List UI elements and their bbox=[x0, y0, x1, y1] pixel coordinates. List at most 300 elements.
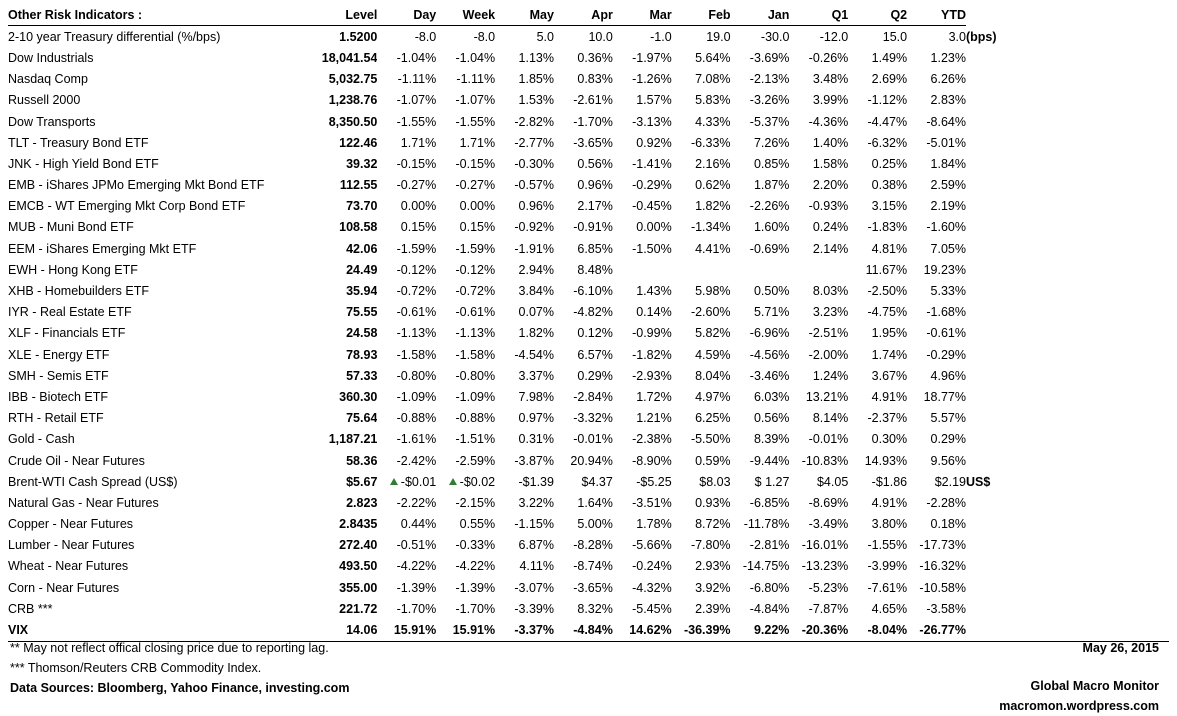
cell-mar: -1.50% bbox=[632, 241, 672, 256]
cell-unit bbox=[966, 408, 1027, 429]
cell-feb: 19.0 bbox=[706, 29, 731, 44]
cell-q1: $4.05 bbox=[816, 474, 849, 489]
cell-unit bbox=[966, 514, 1027, 535]
cell-day: -1.55% bbox=[396, 114, 437, 129]
cell-apr: -6.10% bbox=[573, 284, 613, 299]
cell-q1: 1.24% bbox=[812, 368, 849, 383]
cell-may: -2.77% bbox=[514, 135, 554, 150]
cell-mar: 14.62% bbox=[613, 619, 672, 641]
row-label: SMH - Semis ETF bbox=[8, 368, 109, 383]
table-row bbox=[8, 365, 1169, 386]
cell-ytd: 2.59% bbox=[930, 178, 966, 193]
row-spacer bbox=[1027, 577, 1169, 598]
cell-q1: 0.24% bbox=[812, 220, 849, 235]
row-label: Corn - Near Futures bbox=[8, 580, 120, 595]
row-label: MUB - Muni Bond ETF bbox=[8, 220, 134, 235]
cell-q1: -0.93% bbox=[808, 199, 849, 214]
cell-level: 2.823 bbox=[346, 495, 378, 510]
cell-week: -0.72% bbox=[455, 284, 496, 299]
cell-may: 3.37% bbox=[518, 368, 554, 383]
row-label: RTH - Retail ETF bbox=[8, 411, 104, 426]
cell-mar: 0.92% bbox=[636, 135, 672, 150]
row-spacer bbox=[1027, 302, 1169, 323]
cell-ytd: -2.28% bbox=[926, 495, 966, 510]
row-label: IBB - Biotech ETF bbox=[8, 389, 109, 404]
table-row bbox=[8, 556, 1169, 577]
row-label: Copper - Near Futures bbox=[8, 517, 134, 532]
cell-q2: 4.81% bbox=[871, 241, 908, 256]
cell-q1: 1.40% bbox=[812, 135, 849, 150]
cell-week: 0.55% bbox=[459, 517, 496, 532]
cell-feb: 0.62% bbox=[695, 178, 731, 193]
cell-may: 0.07% bbox=[518, 305, 554, 320]
cell-level: 75.55 bbox=[346, 305, 378, 320]
cell-q2: 2.69% bbox=[871, 72, 908, 87]
cell-week: -1.09% bbox=[455, 389, 496, 404]
row-label: Natural Gas - Near Futures bbox=[8, 495, 159, 510]
cell-may: 0.31% bbox=[518, 432, 554, 447]
cell-may: -3.39% bbox=[514, 601, 554, 616]
cell-week: -0.27% bbox=[455, 178, 496, 193]
row-label: Brent-WTI Cash Spread (US$) bbox=[8, 474, 178, 489]
row-spacer bbox=[1027, 492, 1169, 513]
cell-week: -0.12% bbox=[455, 262, 496, 277]
cell-week: 0.00% bbox=[459, 199, 496, 214]
cell-day: -0.12% bbox=[396, 262, 437, 277]
row-label: Dow Industrials bbox=[8, 50, 94, 65]
cell-ytd: -1.68% bbox=[926, 305, 966, 320]
cell-jan: -2.81% bbox=[749, 538, 790, 553]
cell-may: -0.30% bbox=[514, 156, 554, 171]
cell-apr: 8.32% bbox=[577, 601, 613, 616]
cell-may: -4.54% bbox=[514, 347, 554, 362]
cell-apr: 2.17% bbox=[577, 199, 613, 214]
cell-level: 272.40 bbox=[339, 538, 378, 553]
cell-unit: (bps) bbox=[965, 29, 997, 44]
row-label: 2-10 year Treasury differential (%/bps) bbox=[8, 29, 221, 44]
cell-jan: -2.26% bbox=[749, 199, 790, 214]
cell-level: 39.32 bbox=[346, 156, 378, 171]
cell-day: 0.00% bbox=[400, 199, 437, 214]
cell-apr: 0.36% bbox=[577, 50, 613, 65]
row-label: TLT - Treasury Bond ETF bbox=[8, 135, 149, 150]
cell-mar: 1.72% bbox=[636, 389, 672, 404]
cell-unit bbox=[966, 577, 1027, 598]
cell-week: 15.91% bbox=[436, 619, 495, 641]
cell-mar: 1.21% bbox=[636, 411, 672, 426]
row-spacer bbox=[1027, 196, 1169, 217]
row-spacer bbox=[1027, 153, 1169, 174]
cell-ytd: -0.61% bbox=[926, 326, 966, 341]
cell-week: -0.61% bbox=[455, 305, 496, 320]
cell-unit bbox=[966, 492, 1027, 513]
cell-q2: 3.67% bbox=[871, 368, 908, 383]
row-spacer bbox=[1027, 408, 1169, 429]
cell-apr: 5.00% bbox=[577, 517, 613, 532]
cell-ytd: -1.60% bbox=[926, 220, 966, 235]
cell-may: -3.37% bbox=[495, 619, 554, 641]
cell-q1: -10.83% bbox=[801, 453, 849, 468]
cell-may: 1.85% bbox=[518, 72, 554, 87]
cell-q2: 4.91% bbox=[871, 495, 908, 510]
cell-jan: 1.87% bbox=[753, 178, 790, 193]
row-spacer bbox=[1027, 323, 1169, 344]
cell-may: 5.0 bbox=[536, 29, 554, 44]
cell-day: -1.59% bbox=[396, 241, 437, 256]
cell-mar: -4.32% bbox=[632, 580, 672, 595]
cell-q1: -2.51% bbox=[808, 326, 849, 341]
cell-mar: -0.24% bbox=[632, 559, 672, 574]
table-row bbox=[8, 217, 1169, 238]
cell-jan: 9.22% bbox=[731, 619, 790, 641]
row-spacer bbox=[1027, 514, 1169, 535]
row-spacer bbox=[1027, 471, 1169, 492]
risk-indicators-table bbox=[8, 4, 1169, 642]
cell-feb: -36.39% bbox=[672, 619, 731, 641]
cell-jan: 1.60% bbox=[753, 220, 790, 235]
cell-feb: 7.08% bbox=[695, 72, 731, 87]
cell-unit bbox=[966, 344, 1027, 365]
row-label: Gold - Cash bbox=[8, 432, 75, 447]
table-row bbox=[8, 344, 1169, 365]
cell-unit bbox=[966, 556, 1027, 577]
row-spacer bbox=[1027, 69, 1169, 90]
cell-mar: 1.43% bbox=[636, 284, 672, 299]
report-date: May 26, 2015 bbox=[1082, 641, 1159, 655]
cell-jan: -4.56% bbox=[749, 347, 790, 362]
cell-day: 0.15% bbox=[400, 220, 437, 235]
row-spacer bbox=[1027, 90, 1169, 111]
row-spacer bbox=[1027, 556, 1169, 577]
cell-feb: 6.25% bbox=[695, 411, 731, 426]
cell-unit bbox=[966, 450, 1027, 471]
data-sources-note: Data Sources: Bloomberg, Yahoo Finance, investing.com bbox=[10, 681, 350, 695]
cell-jan: -3.26% bbox=[749, 93, 790, 108]
cell-level: 42.06 bbox=[346, 241, 378, 256]
cell-q1: 3.99% bbox=[812, 93, 849, 108]
cell-apr: -2.84% bbox=[573, 389, 613, 404]
cell-jan: 8.39% bbox=[753, 432, 790, 447]
cell-unit bbox=[966, 280, 1027, 301]
cell-q2: -1.55% bbox=[867, 538, 908, 553]
table-title: Other Risk Indicators : bbox=[8, 4, 284, 26]
cell-feb: 0.59% bbox=[695, 453, 731, 468]
cell-feb: 5.98% bbox=[695, 284, 731, 299]
cell-day: -1.58% bbox=[396, 347, 437, 362]
cell-day: 1.71% bbox=[400, 135, 437, 150]
row-spacer bbox=[1027, 217, 1169, 238]
cell-q1: 13.21% bbox=[805, 389, 849, 404]
cell-unit bbox=[966, 69, 1027, 90]
cell-feb: 0.93% bbox=[695, 495, 731, 510]
cell-jan: -6.96% bbox=[749, 326, 790, 341]
row-spacer bbox=[1027, 47, 1169, 68]
cell-mar: -5.66% bbox=[632, 538, 672, 553]
header-spacer bbox=[1027, 4, 1169, 26]
row-label: JNK - High Yield Bond ETF bbox=[8, 156, 159, 171]
cell-q1: -4.36% bbox=[808, 114, 849, 129]
cell-week: -1.13% bbox=[455, 326, 496, 341]
cell-day: -1.61% bbox=[396, 432, 437, 447]
cell-q1: 8.14% bbox=[812, 411, 849, 426]
cell-apr: -4.82% bbox=[573, 305, 613, 320]
cell-ytd: 9.56% bbox=[930, 453, 966, 468]
row-spacer bbox=[1027, 344, 1169, 365]
row-label: Wheat - Near Futures bbox=[8, 559, 129, 574]
cell-week: 0.15% bbox=[459, 220, 496, 235]
cell-day: -0.15% bbox=[396, 156, 437, 171]
cell-may: 3.22% bbox=[518, 495, 554, 510]
cell-q2: -$1.86 bbox=[871, 474, 908, 489]
cell-feb: 2.93% bbox=[695, 559, 731, 574]
cell-feb: $8.03 bbox=[699, 474, 731, 489]
cell-apr: -4.84% bbox=[554, 619, 613, 641]
cell-level: 1,238.76 bbox=[328, 93, 378, 108]
cell-apr: 6.57% bbox=[577, 347, 613, 362]
cell-feb: 5.82% bbox=[695, 326, 731, 341]
cell-ytd: -5.01% bbox=[926, 135, 966, 150]
table-row bbox=[8, 535, 1169, 556]
cell-mar: -0.45% bbox=[632, 199, 672, 214]
cell-level: 58.36 bbox=[346, 453, 378, 468]
cell-level: 35.94 bbox=[346, 284, 378, 299]
table-header-row bbox=[8, 4, 1169, 26]
cell-ytd: 7.05% bbox=[930, 241, 966, 256]
table-row bbox=[8, 323, 1169, 344]
cell-q1: -3.49% bbox=[808, 517, 849, 532]
cell-feb: -2.60% bbox=[690, 305, 731, 320]
cell-apr: -2.61% bbox=[573, 93, 613, 108]
cell-day: -1.70% bbox=[396, 601, 437, 616]
footnotes-block bbox=[10, 638, 349, 698]
cell-day: 0.44% bbox=[400, 517, 437, 532]
cell-may: 0.96% bbox=[518, 199, 554, 214]
cell-q2: 14.93% bbox=[864, 453, 908, 468]
cell-may: -$1.39 bbox=[518, 474, 554, 489]
cell-feb: 8.04% bbox=[695, 368, 731, 383]
row-label: XLE - Energy ETF bbox=[8, 347, 110, 362]
cell-week: -0.80% bbox=[455, 368, 496, 383]
cell-q2: 1.74% bbox=[871, 347, 908, 362]
cell-week: -0.33% bbox=[455, 538, 496, 553]
cell-level: 18,041.54 bbox=[321, 50, 378, 65]
cell-q2: -2.37% bbox=[867, 411, 908, 426]
cell-week: -1.39% bbox=[455, 580, 496, 595]
cell-level: 1.5200 bbox=[339, 29, 378, 44]
cell-mar: -5.45% bbox=[632, 601, 672, 616]
cell-mar: 1.78% bbox=[636, 517, 672, 532]
cell-level: 108.58 bbox=[339, 220, 378, 235]
cell-ytd: -3.58% bbox=[926, 601, 966, 616]
table-row bbox=[8, 196, 1169, 217]
cell-ytd: 4.96% bbox=[930, 368, 966, 383]
cell-q2: -7.61% bbox=[867, 580, 908, 595]
table-row bbox=[8, 408, 1169, 429]
column-header-q1: Q1 bbox=[789, 4, 848, 26]
cell-apr: 6.85% bbox=[577, 241, 613, 256]
cell-feb bbox=[672, 259, 731, 280]
cell-day: -0.51% bbox=[396, 538, 437, 553]
table-row bbox=[8, 175, 1169, 196]
column-header-day: Day bbox=[377, 4, 436, 26]
row-spacer bbox=[1027, 175, 1169, 196]
table-body bbox=[8, 4, 1169, 641]
cell-jan: -2.13% bbox=[749, 72, 790, 87]
cell-q1: -5.23% bbox=[808, 580, 849, 595]
cell-feb: 4.41% bbox=[695, 241, 731, 256]
cell-q2: 1.95% bbox=[871, 326, 908, 341]
table-row bbox=[8, 577, 1169, 598]
cell-jan: -5.37% bbox=[749, 114, 790, 129]
cell-feb: 5.64% bbox=[695, 50, 731, 65]
cell-jan: $ 1.27 bbox=[754, 474, 790, 489]
table-row bbox=[8, 280, 1169, 301]
table-row bbox=[8, 132, 1169, 153]
cell-q1: -7.87% bbox=[808, 601, 849, 616]
cell-apr: -8.28% bbox=[573, 538, 613, 553]
cell-q1: 3.48% bbox=[812, 72, 849, 87]
cell-apr: -3.65% bbox=[573, 135, 613, 150]
cell-jan: 0.56% bbox=[753, 411, 790, 426]
cell-ytd: -26.77% bbox=[907, 619, 966, 641]
row-label: Russell 2000 bbox=[8, 93, 81, 108]
table-row bbox=[8, 514, 1169, 535]
row-label: Crude Oil - Near Futures bbox=[8, 453, 145, 468]
cell-ytd: 1.23% bbox=[930, 50, 966, 65]
cell-unit bbox=[966, 302, 1027, 323]
cell-q1: 2.14% bbox=[812, 241, 849, 256]
cell-level: $5.67 bbox=[346, 474, 378, 489]
cell-apr: 0.12% bbox=[577, 326, 613, 341]
cell-mar: -1.26% bbox=[632, 72, 672, 87]
cell-q2: 11.67% bbox=[865, 262, 908, 277]
table-row bbox=[8, 492, 1169, 513]
cell-q2: 4.65% bbox=[871, 601, 908, 616]
cell-may: 2.94% bbox=[518, 262, 554, 277]
cell-may: 6.87% bbox=[518, 538, 554, 553]
cell-day: -4.22% bbox=[396, 559, 437, 574]
cell-jan: -0.69% bbox=[749, 241, 790, 256]
row-spacer bbox=[1027, 26, 1169, 48]
cell-apr: -8.74% bbox=[573, 559, 613, 574]
cell-mar: -1.82% bbox=[632, 347, 672, 362]
column-header-mar: Mar bbox=[613, 4, 672, 26]
cell-level: 221.72 bbox=[339, 601, 378, 616]
cell-level: 14.06 bbox=[284, 619, 377, 641]
cell-jan: 5.71% bbox=[753, 305, 790, 320]
column-header-q2: Q2 bbox=[848, 4, 907, 26]
cell-ytd: 5.57% bbox=[930, 411, 966, 426]
cell-mar: 0.14% bbox=[636, 305, 672, 320]
row-label: Nasdaq Comp bbox=[8, 72, 88, 87]
cell-ytd: 18.77% bbox=[923, 389, 966, 404]
table-row bbox=[8, 69, 1169, 90]
cell-q1: 1.58% bbox=[812, 156, 849, 171]
cell-apr: -0.91% bbox=[573, 220, 613, 235]
cell-may: 7.98% bbox=[518, 389, 554, 404]
cell-may: -3.07% bbox=[514, 580, 554, 595]
cell-day: -2.42% bbox=[396, 453, 437, 468]
cell-mar: -3.51% bbox=[632, 495, 672, 510]
cell-jan: 0.50% bbox=[753, 284, 790, 299]
cell-apr: $4.37 bbox=[581, 474, 613, 489]
row-spacer bbox=[1027, 132, 1169, 153]
cell-unit bbox=[966, 259, 1027, 280]
table-row bbox=[8, 153, 1169, 174]
cell-week: -1.70% bbox=[455, 601, 496, 616]
cell-q1: -12.0 bbox=[819, 29, 849, 44]
cell-mar: 0.00% bbox=[636, 220, 672, 235]
cell-q2: -1.12% bbox=[867, 93, 908, 108]
row-label: IYR - Real Estate ETF bbox=[8, 305, 132, 320]
cell-q2: -4.47% bbox=[867, 114, 908, 129]
cell-day: -8.0 bbox=[414, 29, 437, 44]
cell-feb: 1.82% bbox=[695, 199, 731, 214]
cell-mar: -2.93% bbox=[632, 368, 672, 383]
cell-unit bbox=[966, 598, 1027, 619]
cell-week: -1.58% bbox=[455, 347, 496, 362]
cell-may: 3.84% bbox=[518, 284, 554, 299]
cell-level: 2.8435 bbox=[339, 517, 378, 532]
row-label: EMB - iShares JPMo Emerging Mkt Bond ETF bbox=[8, 178, 265, 193]
cell-q2: -4.75% bbox=[867, 305, 908, 320]
cell-q1: -13.23% bbox=[801, 559, 849, 574]
cell-level: 360.30 bbox=[339, 389, 378, 404]
cell-may: 1.82% bbox=[518, 326, 554, 341]
cell-q1: -8.69% bbox=[808, 495, 849, 510]
cell-apr: -3.65% bbox=[573, 580, 613, 595]
cell-day: -0.61% bbox=[396, 305, 437, 320]
column-header-level: Level bbox=[284, 4, 377, 26]
cell-day: -1.04% bbox=[396, 50, 437, 65]
cell-ytd: 2.83% bbox=[930, 93, 966, 108]
cell-q1: 8.03% bbox=[812, 284, 849, 299]
cell-level: 1,187.21 bbox=[328, 432, 378, 447]
cell-week: -1.04% bbox=[455, 50, 496, 65]
cell-unit bbox=[966, 132, 1027, 153]
cell-ytd: $2.19 bbox=[934, 474, 966, 489]
row-spacer bbox=[1027, 365, 1169, 386]
cell-feb: 4.59% bbox=[695, 347, 731, 362]
row-spacer bbox=[1027, 450, 1169, 471]
table-row bbox=[8, 302, 1169, 323]
cell-mar: 1.57% bbox=[636, 93, 672, 108]
cell-q1 bbox=[789, 259, 848, 280]
cell-feb: -7.80% bbox=[690, 538, 731, 553]
cell-feb: 3.92% bbox=[695, 580, 731, 595]
row-spacer bbox=[1027, 111, 1169, 132]
column-header-ytd: YTD bbox=[907, 4, 966, 26]
cell-ytd: 3.0 bbox=[948, 29, 966, 44]
cell-unit bbox=[966, 111, 1027, 132]
cell-q2: 0.30% bbox=[871, 432, 908, 447]
cell-day: -$0.01 bbox=[377, 471, 436, 492]
cell-q2: -1.83% bbox=[867, 220, 908, 235]
cell-day: -0.27% bbox=[396, 178, 437, 193]
cell-jan: 6.03% bbox=[753, 389, 790, 404]
cell-feb: -6.33% bbox=[690, 135, 731, 150]
cell-unit: US$ bbox=[965, 474, 991, 489]
cell-week: -4.22% bbox=[455, 559, 496, 574]
cell-day: -0.80% bbox=[396, 368, 437, 383]
row-label: VIX bbox=[8, 619, 284, 641]
cell-q2: 15.0 bbox=[882, 29, 908, 44]
column-header-jan: Jan bbox=[731, 4, 790, 26]
cell-feb: 8.72% bbox=[695, 517, 731, 532]
row-spacer bbox=[1027, 238, 1169, 259]
cell-unit bbox=[966, 196, 1027, 217]
cell-may: -3.87% bbox=[514, 453, 554, 468]
